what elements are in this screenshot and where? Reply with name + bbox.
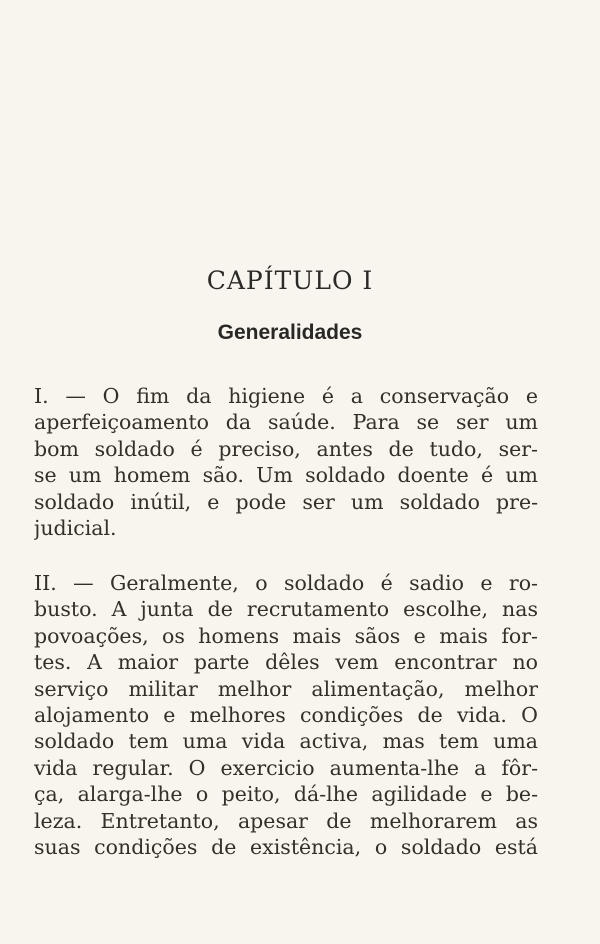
text-line: vida regular. O exercicio aumenta-lhe a fôr-: [34, 755, 538, 780]
text-line: II. — Geralmente, o soldado é sadio e ro-: [34, 571, 538, 595]
chapter-title: CAPÍTULO I: [206, 266, 374, 295]
section-title: Generalidades: [217, 321, 363, 344]
text-line: soldado tem uma vida activa, mas tem uma: [34, 729, 538, 754]
paragraph-2: [34, 570, 538, 860]
text-line: serviço militar melhor alimentação, melhor: [34, 676, 538, 701]
text-line: alojamento e melhores condições de vida. O: [34, 703, 538, 728]
text-line: busto. A junta de recrutamento escolhe, nas: [34, 597, 538, 622]
text-line: povoações, os homens mais sãos e mais for-: [34, 623, 538, 648]
text-line: judicial.: [34, 516, 117, 541]
text-line: ça, alarga-lhe o peito, dá-lhe agilidade e be-: [34, 782, 538, 807]
text-line: soldado inútil, e pode ser um soldado pre-: [34, 489, 538, 514]
text-line: I. — O fim da higiene é a conservação e: [34, 384, 538, 408]
text-line: suas condições de existência, o soldado está: [34, 835, 538, 860]
text-line: se um homem são. Um soldado doente é um: [34, 463, 538, 488]
text-line: tes. A maior parte dêles vem encontrar no: [34, 650, 538, 675]
text-line: bom soldado é preciso, antes de tudo, ser-: [34, 436, 538, 461]
text-line: leza. Entretanto, apesar de melhorarem as: [34, 808, 538, 833]
text-line: aperfeiçoamento da saúde. Para se ser um: [34, 410, 538, 435]
paragraph-1: [34, 383, 538, 541]
